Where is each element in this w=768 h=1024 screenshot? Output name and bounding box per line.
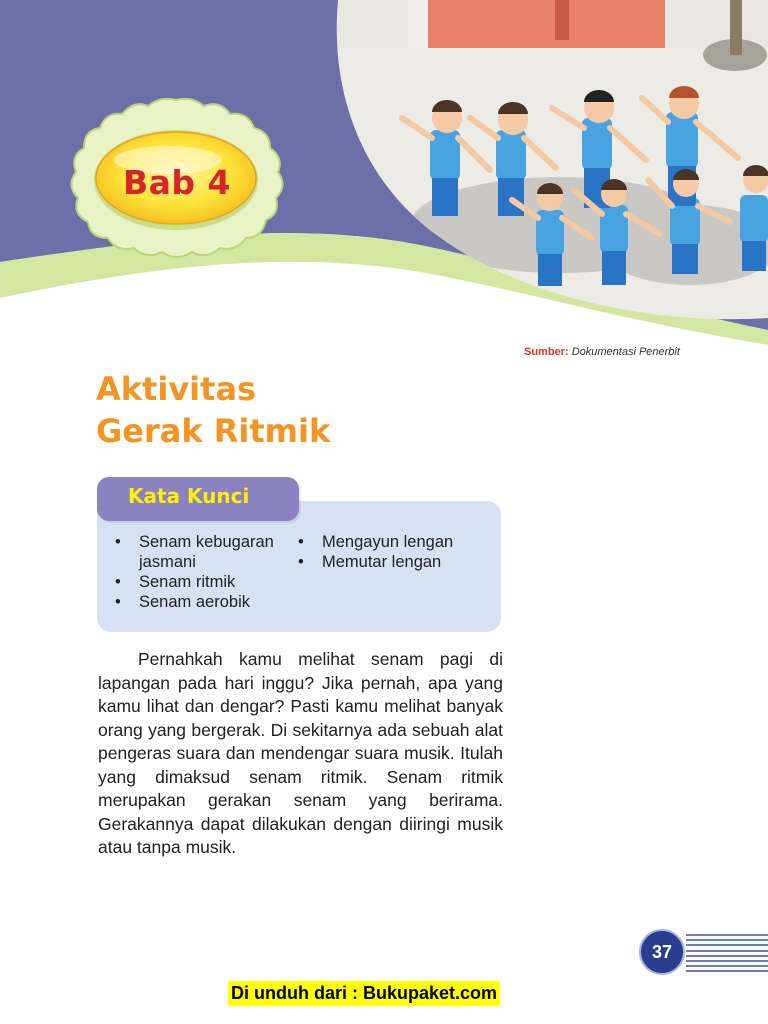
chapter-number: Bab 4 bbox=[123, 162, 231, 202]
source-value: Dokumentasi Penerbit bbox=[571, 346, 680, 358]
chapter-title bbox=[96, 368, 330, 452]
download-source-note: Di unduh dari : Bukupaket.com bbox=[228, 981, 500, 1006]
chapter-title-line-1: Aktivitas bbox=[96, 370, 257, 408]
source-label: Sumber: bbox=[524, 346, 569, 358]
keywords-list-right bbox=[298, 532, 498, 572]
keywords-heading: Kata Kunci bbox=[128, 484, 250, 508]
image-source-caption bbox=[524, 346, 680, 358]
page-number-decoration bbox=[686, 934, 768, 976]
keyword-item: • Mengayun lengan bbox=[298, 532, 498, 552]
keyword-item: • Senam kebugaran jasmani bbox=[115, 532, 305, 572]
chapter-title-line-2: Gerak Ritmik bbox=[96, 412, 331, 450]
page-number: 37 bbox=[639, 929, 685, 975]
keyword-item: • Senam aerobik bbox=[115, 592, 305, 612]
keyword-item: • Senam ritmik bbox=[115, 572, 305, 592]
chapter-badge bbox=[94, 136, 260, 228]
keywords-list-left bbox=[115, 532, 305, 612]
intro-paragraph: Pernahkah kamu melihat senam pagi di lapangan pada hari inggu? Jika pernah, apa yang kamu lihat dan dengar? Pasti kamu melihat banyak orang yang bergerak. Di sekitarnya ada sebuah alat pengeras suara dan mendengar suara musik. Itulah yang dimaksud senam ritmik. Senam ritmik merupakan gerakan senam yang berirama. Gerakannya dapat dilakukan dengan diiringi musik atau tanpa musik. bbox=[98, 649, 503, 857]
keyword-item: • Memutar lengan bbox=[298, 552, 498, 572]
